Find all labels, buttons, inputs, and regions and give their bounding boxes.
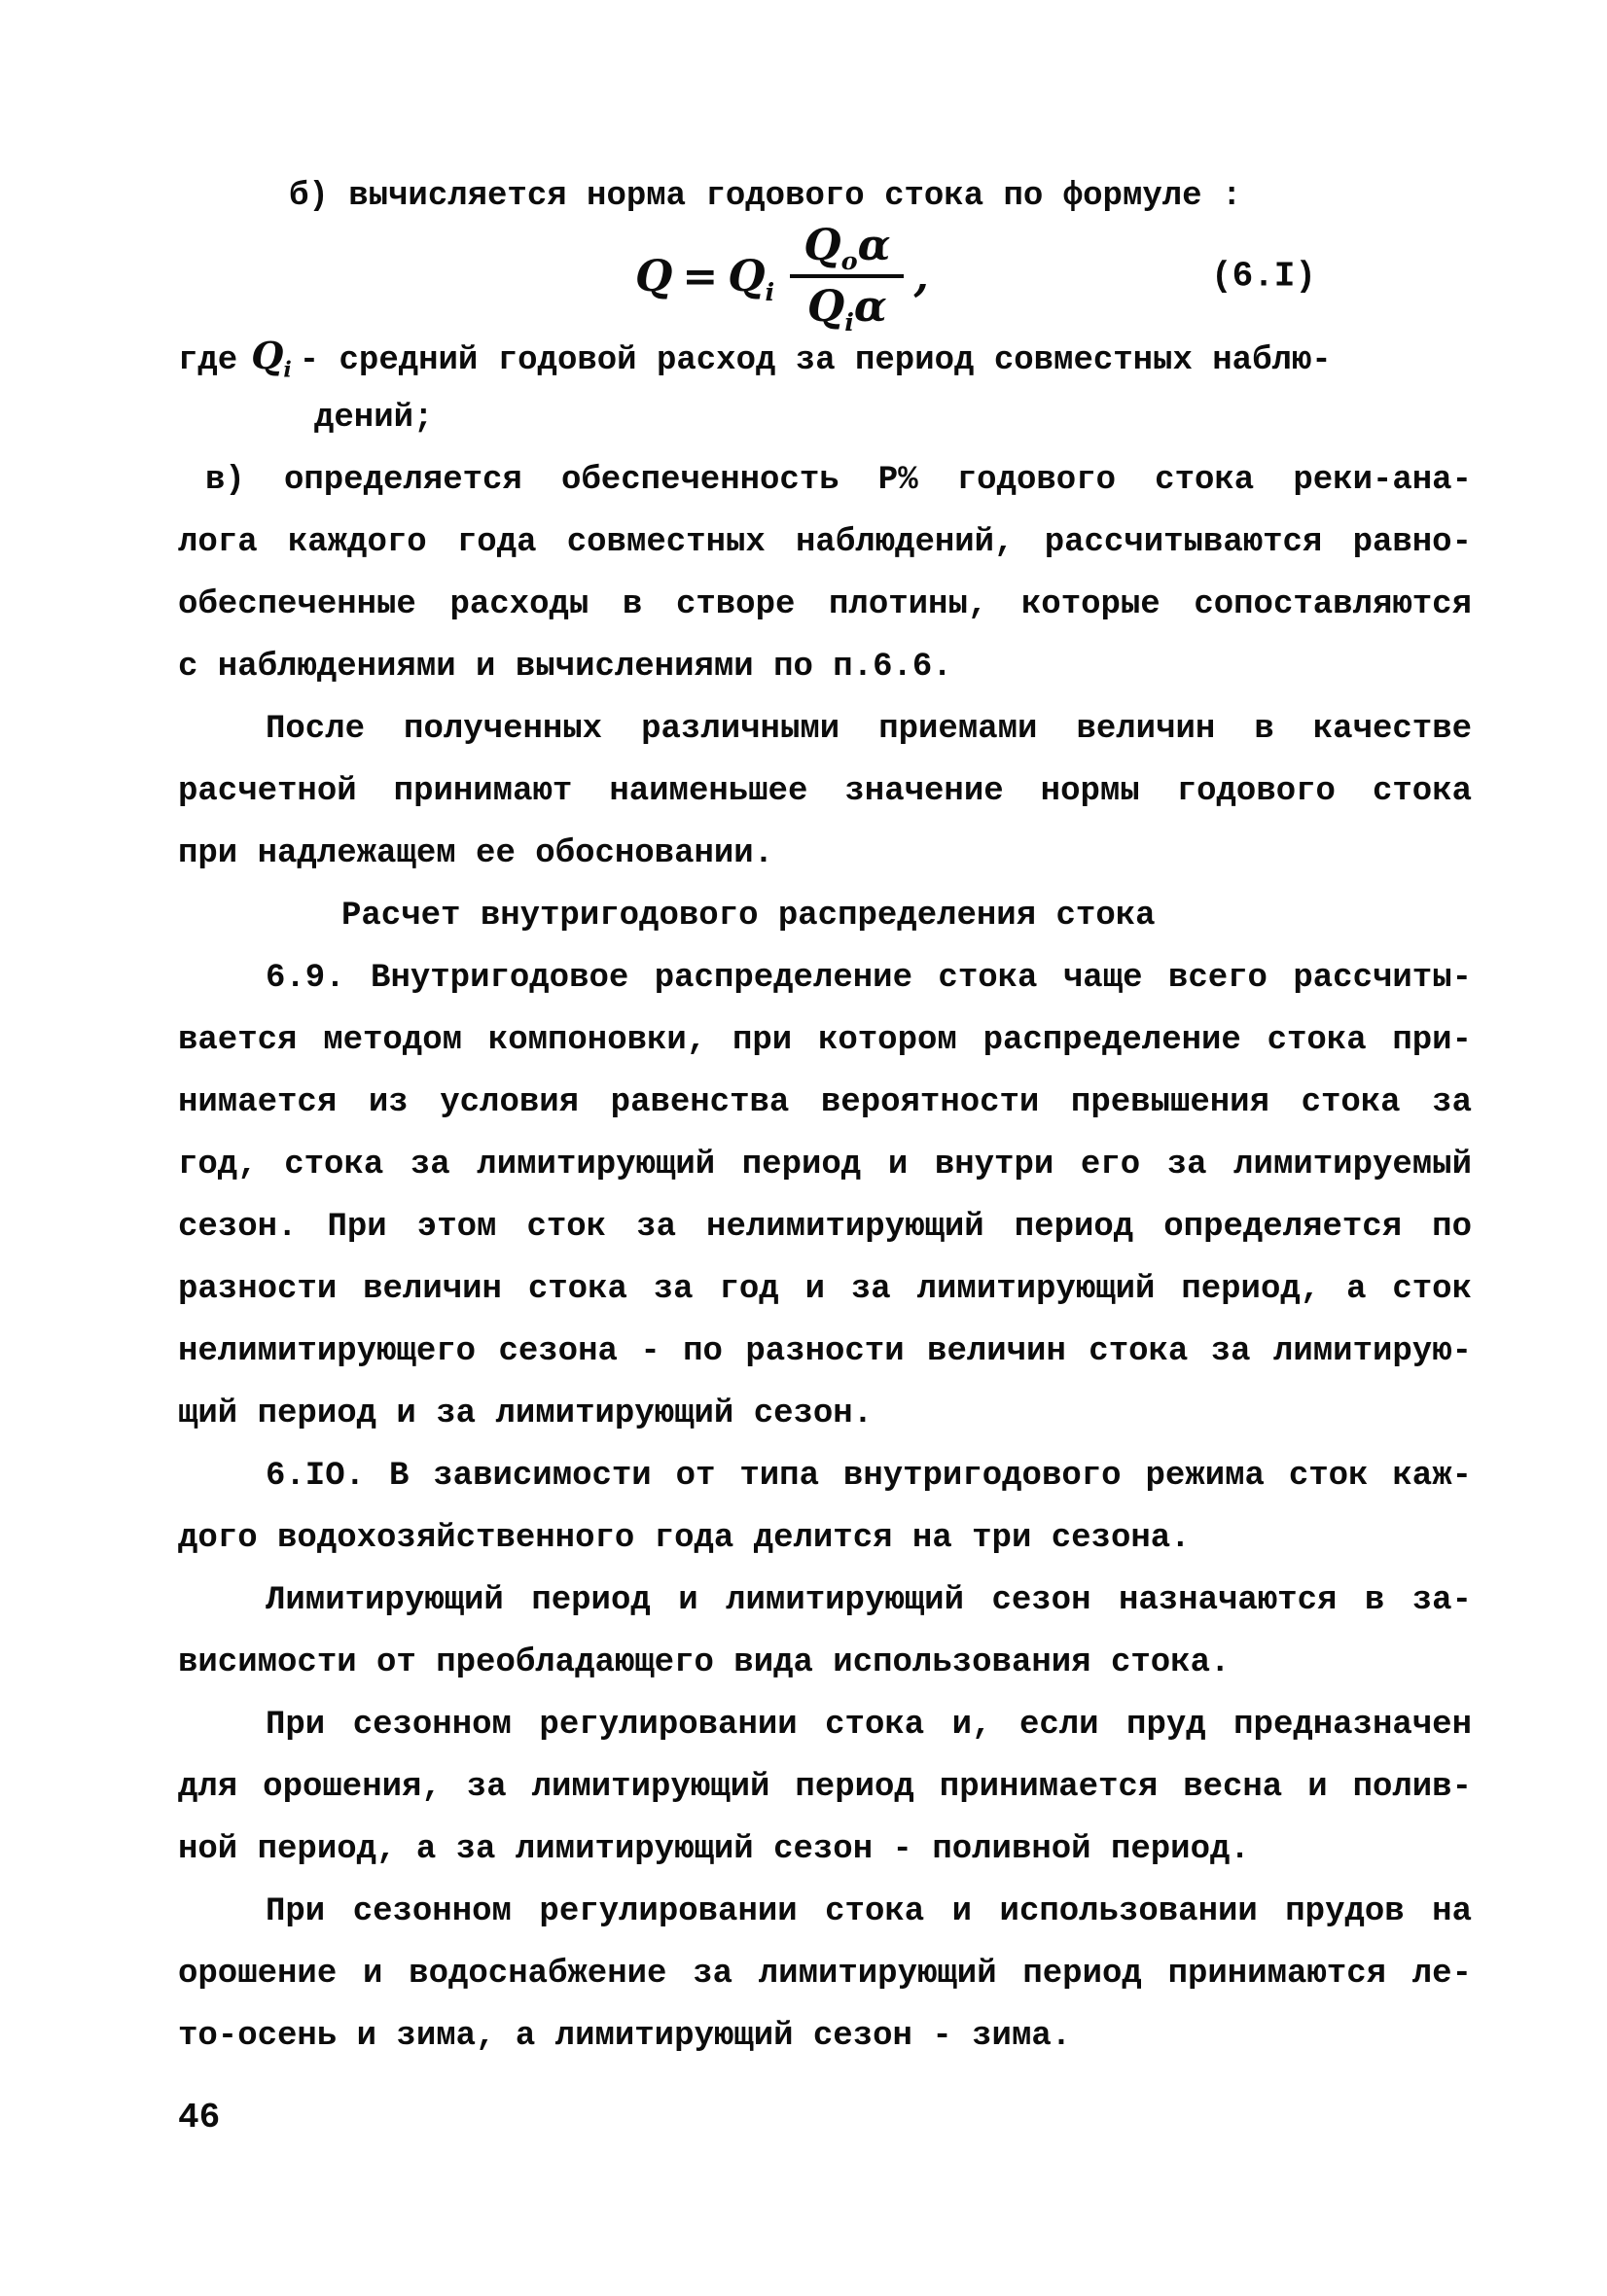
text-line: висимости от преобладающего вида использования стока.	[178, 1644, 1231, 1681]
where-word: где	[178, 342, 238, 379]
text-line: с наблюдениями и вычислениями по п.6.6.	[178, 649, 952, 686]
paragraph-seasonal-1	[178, 1694, 1472, 1881]
text-line: разности величин стока за год и за лимитирующий период, а сток	[178, 1271, 1472, 1308]
where-text: средний годовой расход за период совместных наблю-	[339, 342, 1332, 379]
text-line: вается методом компоновки, при котором распределение стока при-	[178, 1022, 1472, 1059]
text-line: сезон. При этом сток за нелимитирующий период определяется по	[178, 1209, 1472, 1246]
formula-comma: ,	[913, 251, 929, 301]
text-line: После полученных различными приемами величин в качестве	[266, 711, 1472, 748]
page-number: 46	[178, 2098, 221, 2137]
paragraph-seasonal-2	[178, 1881, 1472, 2067]
formula-block	[178, 221, 1472, 337]
text-line: в) определяется обеспеченность Р% годового стока реки-ана-	[205, 462, 1472, 499]
text-line: для орошения, за лимитирующий период принимается весна и полив-	[178, 1769, 1472, 1806]
text-line: При сезонном регулировании стока и, если пруд предназначен	[266, 1707, 1472, 1744]
text-line: Лимитирующий период и лимитирующий сезон назначаются в за-	[266, 1582, 1472, 1619]
fraction-denominator: $Q_i\alpha$	[806, 282, 887, 337]
page-content	[178, 165, 1472, 2149]
text-line: 6.IO. В зависимости от типа внутригодового режима сток каж-	[266, 1458, 1472, 1495]
text-line: При сезонном регулировании стока и использовании прудов на	[266, 1893, 1472, 1930]
text-line: щий период и за лимитирующий сезон.	[178, 1395, 874, 1432]
paragraph-v	[178, 449, 1472, 698]
paragraph-posle	[178, 698, 1472, 885]
text-line: расчетной принимают наименьшее значение нормы годового стока	[178, 773, 1472, 810]
paragraph-limiting	[178, 1570, 1472, 1694]
section-heading: Расчет внутригодового распределения стока	[341, 898, 1156, 935]
formula-lhs: Q	[635, 251, 673, 301]
text-line: нелимитирующего сезона - по разности величин стока за лимитирую-	[178, 1333, 1472, 1370]
text-line: 6.9. Внутригодовое распределение стока чаще всего рассчиты-	[266, 960, 1472, 997]
where-dash: -	[299, 342, 320, 379]
text-line: дого водохозяйственного года делится на три сезона.	[178, 1520, 1191, 1557]
text-line: обеспеченные расходы в створе плотины, которые сопоставляются	[178, 586, 1472, 623]
paragraph-6-10	[178, 1445, 1472, 1570]
text-line: нимается из условия равенства вероятности превышения стока за	[178, 1084, 1472, 1121]
formula-coefficient: $Q_i$	[728, 251, 775, 307]
text-line: при надлежащем ее обосновании.	[178, 835, 774, 872]
where-definition-line	[178, 325, 1472, 387]
formula-6-1	[635, 221, 939, 337]
formula-fraction	[790, 221, 904, 337]
formula-number: (6.I)	[1211, 256, 1317, 297]
where-definition-continuation: дений;	[314, 400, 434, 437]
text-line: орошение и водоснабжение за лимитирующий период принимаются ле-	[178, 1956, 1472, 1993]
intro-line: б) вычисляется норма годового стока по формуле :	[289, 178, 1242, 215]
text-line: лога каждого года совместных наблюдений, рассчитываются равно-	[178, 524, 1472, 561]
text-line: то-осень и зима, а лимитирующий сезон - зима.	[178, 2018, 1072, 2055]
text-line: ной период, а за лимитирующий сезон - поливной период.	[178, 1831, 1250, 1868]
paragraph-6-9	[178, 947, 1472, 1445]
text-line: год, стока за лимитирующий период и внутри его за лимитируемый	[178, 1147, 1472, 1183]
equals-sign: =	[682, 251, 719, 301]
where-symbol: $Q_i$	[251, 334, 292, 383]
fraction-numerator: $Q_о\alpha$	[790, 221, 904, 278]
